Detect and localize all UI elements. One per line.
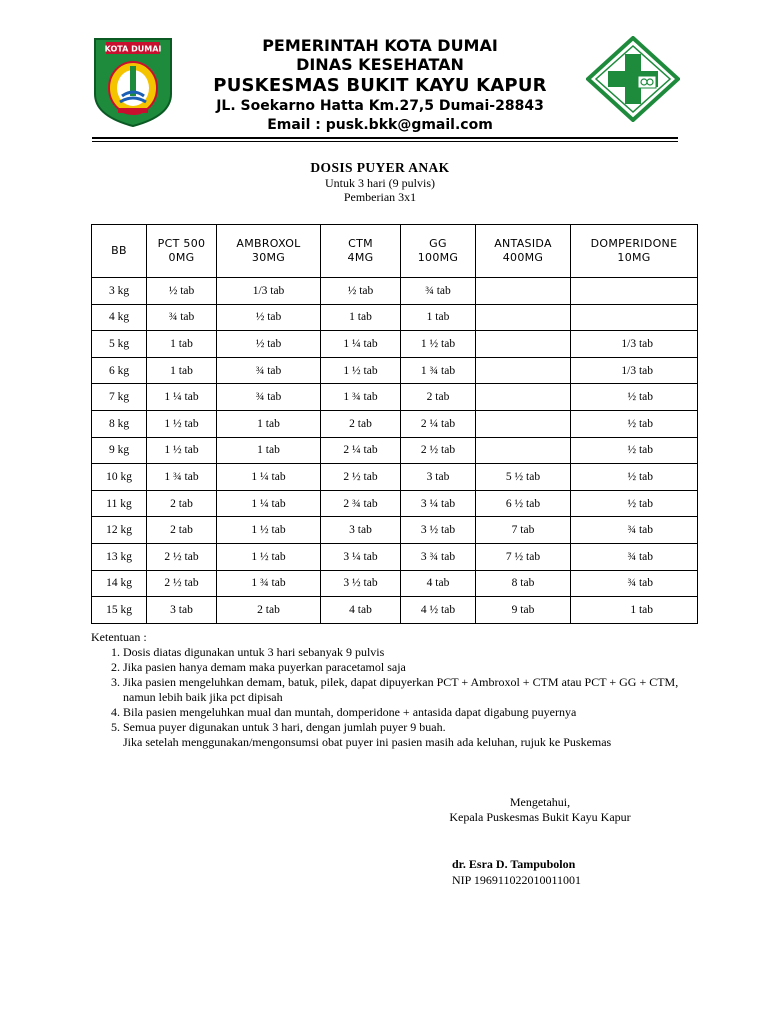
column-header-dose: 4MG [347, 251, 374, 264]
dose-cell: ½ tab [147, 278, 217, 305]
weight-cell: 5 kg [92, 331, 147, 358]
dose-cell: 1 ½ tab [217, 517, 321, 544]
dose-cell: 1 ½ tab [321, 357, 401, 384]
dose-cell: 3 tab [401, 464, 476, 491]
table-row [92, 331, 698, 358]
dose-cell: 2 tab [401, 384, 476, 411]
dose-cell: ¾ tab [571, 517, 698, 544]
header-divider-thin [92, 141, 678, 142]
signatory-name: dr. Esra D. Tampubolon [452, 857, 576, 871]
column-header [571, 225, 698, 278]
dose-cell: 1/3 tab [571, 357, 698, 384]
column-header [147, 225, 217, 278]
column-header-name: CTM [348, 237, 373, 250]
dose-cell: 1 tab [217, 437, 321, 464]
dose-cell: ¾ tab [217, 357, 321, 384]
dose-cell: ½ tab [571, 437, 698, 464]
weight-cell: 8 kg [92, 410, 147, 437]
dose-cell: 4 ½ tab [401, 597, 476, 624]
letterhead-email: Email : pusk.bkk@gmail.com [267, 117, 493, 133]
weight-cell: 9 kg [92, 437, 147, 464]
dose-cell: ½ tab [571, 464, 698, 491]
table-row [92, 357, 698, 384]
dose-cell: 3 ½ tab [401, 517, 476, 544]
dose-cell [476, 357, 571, 384]
dose-cell: 9 tab [476, 597, 571, 624]
dose-cell [476, 437, 571, 464]
dose-cell: 1 tab [571, 597, 698, 624]
table-row [92, 278, 698, 305]
dose-cell: 2 tab [147, 490, 217, 517]
dose-cell [476, 278, 571, 305]
column-header-dose: 0MG [168, 251, 195, 264]
dose-cell: ½ tab [571, 384, 698, 411]
dose-cell: 1 tab [147, 357, 217, 384]
kota-dumai-emblem-icon [92, 36, 174, 128]
dose-cell: 1 tab [217, 410, 321, 437]
dose-cell: 1 ¼ tab [217, 490, 321, 517]
dose-cell: 1 ½ tab [147, 410, 217, 437]
table-row [92, 597, 698, 624]
table-row [92, 543, 698, 570]
logo-left-text: KOTA DUMAI [104, 44, 162, 54]
dose-cell: 4 tab [321, 597, 401, 624]
column-header-name: AMBROXOL [236, 237, 301, 250]
dose-cell: 8 tab [476, 570, 571, 597]
document-subtitle-frequency: Pemberian 3x1 [343, 190, 417, 204]
dose-cell: 3 ¾ tab [401, 543, 476, 570]
dose-cell: 1 ¼ tab [321, 331, 401, 358]
dose-cell: 2 tab [147, 517, 217, 544]
dose-cell: ½ tab [217, 331, 321, 358]
dose-cell: ¾ tab [571, 543, 698, 570]
provisions-list [91, 645, 691, 735]
dose-cell [476, 384, 571, 411]
weight-cell: 10 kg [92, 464, 147, 491]
dose-cell: 3 ½ tab [321, 570, 401, 597]
dose-cell: 1 ¼ tab [147, 384, 217, 411]
dose-cell: ¾ tab [217, 384, 321, 411]
weight-cell: 12 kg [92, 517, 147, 544]
signatory-nip: NIP 196911022010011001 [452, 873, 581, 887]
column-header [92, 225, 147, 278]
dose-cell: 1 ¾ tab [217, 570, 321, 597]
dose-cell: 1 ½ tab [401, 331, 476, 358]
dose-cell: ½ tab [321, 278, 401, 305]
dose-cell [571, 278, 698, 305]
provisions-heading: Ketentuan : [91, 630, 147, 644]
table-header-row [92, 225, 698, 278]
column-header-dose: 30MG [251, 251, 286, 264]
dose-cell: 2 ½ tab [401, 437, 476, 464]
provision-item: 1. Dosis diatas digunakan untuk 3 hari sebanyak 9 pulvis [123, 645, 691, 660]
dose-cell: 1 ¼ tab [217, 464, 321, 491]
dose-cell: 1 ¾ tab [147, 464, 217, 491]
dose-cell: ¾ tab [571, 570, 698, 597]
letterhead-address: JL. Soekarno Hatta Km.27,5 Dumai-28843 [216, 98, 544, 114]
letterhead [180, 36, 580, 135]
weight-cell: 15 kg [92, 597, 147, 624]
dose-cell [476, 331, 571, 358]
signatory [452, 856, 581, 888]
column-header [217, 225, 321, 278]
dose-cell: 1 ¾ tab [321, 384, 401, 411]
dose-cell: ½ tab [571, 410, 698, 437]
dose-cell: ¾ tab [147, 304, 217, 331]
dose-cell: 4 tab [401, 570, 476, 597]
weight-cell: 14 kg [92, 570, 147, 597]
dose-cell: 3 ¼ tab [401, 490, 476, 517]
dose-cell: ½ tab [571, 490, 698, 517]
weight-cell: 7 kg [92, 384, 147, 411]
table-row [92, 490, 698, 517]
table-row [92, 384, 698, 411]
puskesmas-logo-icon [586, 36, 680, 122]
dose-cell: 2 tab [321, 410, 401, 437]
weight-cell: 3 kg [92, 278, 147, 305]
provision-item: 3. Jika pasien mengeluhkan demam, batuk, pilek, dapat dipuyerkan PCT + Ambroxol + CTM atau PCT + GG + CTM, namun lebih baik jika pct dipisah [123, 675, 691, 705]
dose-cell: 6 ½ tab [476, 490, 571, 517]
dose-cell [476, 304, 571, 331]
document-title-block [180, 160, 580, 204]
table-row [92, 410, 698, 437]
dose-cell: 2 ¼ tab [401, 410, 476, 437]
dose-cell: ¾ tab [401, 278, 476, 305]
column-header-name: DOMPERIDONE [590, 237, 678, 250]
dose-cell: 3 tab [147, 597, 217, 624]
document-title: DOSIS PUYER ANAK [310, 160, 450, 175]
letterhead-government: PEMERINTAH KOTA DUMAI [262, 36, 498, 55]
header-divider-thick [92, 137, 678, 139]
dose-cell: 2 tab [217, 597, 321, 624]
provision-item: 5. Semua puyer digunakan untuk 3 hari, dengan jumlah puyer 9 buah. [123, 720, 691, 735]
signature-block [420, 795, 660, 825]
provisions-section [91, 630, 691, 750]
table-row [92, 517, 698, 544]
column-header-name: PCT 500 [157, 237, 206, 250]
weight-cell: 4 kg [92, 304, 147, 331]
column-header-dose: 10MG [617, 251, 651, 264]
signature-role: Kepala Puskesmas Bukit Kayu Kapur [449, 810, 631, 824]
column-header-dose: 100MG [417, 251, 459, 264]
letterhead-puskesmas: PUSKESMAS BUKIT KAYU KAPUR [213, 75, 547, 96]
table-row [92, 464, 698, 491]
table-row [92, 570, 698, 597]
dose-cell: 3 ¼ tab [321, 543, 401, 570]
dose-cell: 2 ¾ tab [321, 490, 401, 517]
weight-cell: 11 kg [92, 490, 147, 517]
provision-referral-note: Jika setelah menggunakan/mengonsumsi obat puyer ini pasien masih ada keluhan, rujuk ke Puskemas [123, 735, 612, 749]
table-row [92, 437, 698, 464]
weight-cell: 6 kg [92, 357, 147, 384]
dose-cell: 5 ½ tab [476, 464, 571, 491]
table-row [92, 304, 698, 331]
dose-cell: 3 tab [321, 517, 401, 544]
provision-item: 2. Jika pasien hanya demam maka puyerkan paracetamol saja [123, 660, 691, 675]
column-header [401, 225, 476, 278]
dose-cell: 1/3 tab [217, 278, 321, 305]
dose-cell [476, 410, 571, 437]
dose-cell: 2 ¼ tab [321, 437, 401, 464]
signature-acknowledgement: Mengetahui, [509, 795, 571, 809]
provision-item: 4. Bila pasien mengeluhkan mual dan muntah, domperidone + antasida dapat digabung puyernya [123, 705, 691, 720]
dose-cell: 2 ½ tab [147, 570, 217, 597]
dose-cell: 7 ½ tab [476, 543, 571, 570]
dose-cell: 2 ½ tab [147, 543, 217, 570]
dose-cell: 2 ½ tab [321, 464, 401, 491]
dose-cell: 1 tab [401, 304, 476, 331]
dosage-table [91, 224, 698, 624]
column-header-dose: 400MG [502, 251, 544, 264]
dose-cell: 7 tab [476, 517, 571, 544]
column-header-name: BB [111, 244, 127, 257]
weight-cell: 13 kg [92, 543, 147, 570]
dose-cell: 1 ½ tab [217, 543, 321, 570]
dose-cell: 1/3 tab [571, 331, 698, 358]
dose-cell: 1 tab [321, 304, 401, 331]
dose-cell: 1 ¾ tab [401, 357, 476, 384]
column-header [321, 225, 401, 278]
dose-cell: 1 tab [147, 331, 217, 358]
column-header [476, 225, 571, 278]
dose-cell [571, 304, 698, 331]
dose-cell: 1 ½ tab [147, 437, 217, 464]
dose-cell: ½ tab [217, 304, 321, 331]
column-header-name: ANTASIDA [494, 237, 552, 250]
column-header-name: GG [429, 237, 447, 250]
letterhead-agency: DINAS KESEHATAN [296, 55, 464, 74]
document-subtitle: Untuk 3 hari (9 pulvis) [325, 176, 435, 190]
